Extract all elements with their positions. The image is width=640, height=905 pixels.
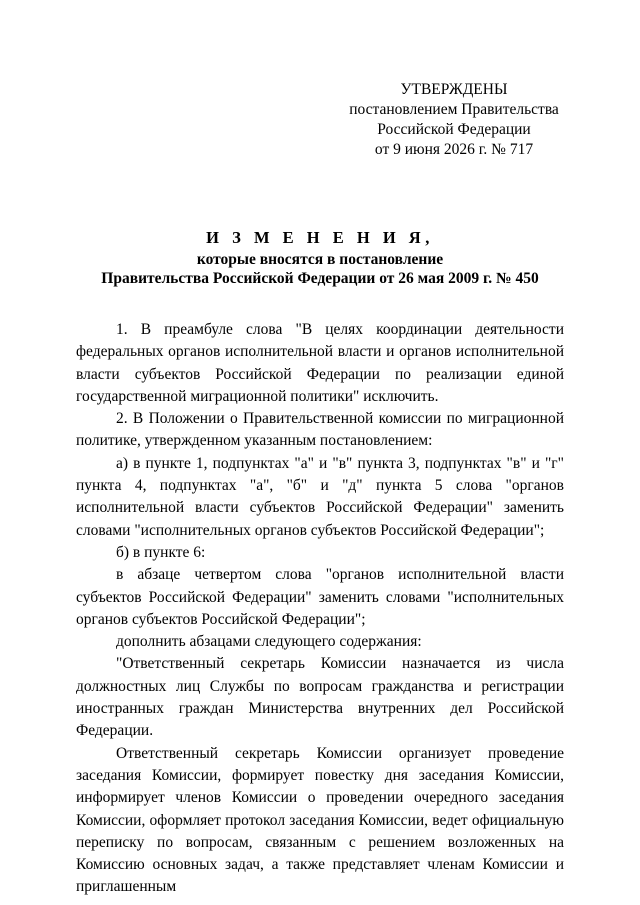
paragraph-2: 2. В Положении о Правительственной комиссии по миграционной политике, утвержденном указанным постановлением:	[76, 410, 564, 450]
paragraph-5: в абзаце четвертом слова "органов исполнительной власти субъектов Российской Федерации" заменить словами "исполнительных органов субъектов Российской Федерации";	[76, 566, 564, 628]
document-title: И З М Е Н Е Н И Я,	[206, 228, 434, 247]
paragraph-7: "Ответственный секретарь Комиссии назначается из числа должностных лиц Службы по вопросам гражданства и регистрации иностранных граждан Министерства внутренних дел Российской Федерации.	[76, 655, 564, 740]
approval-line-3: от 9 июня 2026 г. № 717	[374, 141, 534, 158]
document-body	[76, 319, 564, 899]
approval-line-2: Российской Федерации	[377, 121, 531, 138]
subtitle-line-1: которые вносятся в постановление	[196, 251, 444, 268]
paragraph-1: 1. В преамбуле слова "В целях координации деятельности федеральных органов исполнительной власти и органов исполнительной власти субъектов Российской Федерации по реализации единой государственной миграционной политики" исключить.	[76, 321, 564, 405]
approval-stamp	[330, 80, 578, 160]
paragraph-6: дополнить абзацами следующего содержания:	[116, 633, 422, 651]
subtitle-line-2: Правительства Российской Федерации от 26 мая 2009 г. № 450	[101, 270, 539, 287]
approval-heading: УТВЕРЖДЕНЫ	[400, 81, 508, 98]
paragraph-3: а) в пункте 1, подпунктах "а" и "в" пункта 3, подпунктах "в" и "г" пункта 4, подпунктах "а", "б" и "д" пункта 5 слова "органов исполнительной власти субъектов Российской Федерации" заменить словами "исполнительных органов субъектов Российской Федерации";	[76, 454, 564, 539]
paragraph-4: б) в пункте 6:	[116, 543, 206, 561]
paragraph-8: Ответственный секретарь Комиссии организует проведение заседания Комиссии, формирует повестку дня заседания Комиссии, информирует членов Комиссии о проведении очередного заседания Комиссии, оформляет протокол заседания Комиссии, ведет официальную переписку по вопросам, связанным с решением возложенных на Комиссию основных задач, а также представляет членам Комиссии и приглашенным	[76, 744, 564, 896]
document-subtitle	[60, 250, 580, 288]
approval-line-1: постановлением Правительства	[349, 101, 559, 118]
